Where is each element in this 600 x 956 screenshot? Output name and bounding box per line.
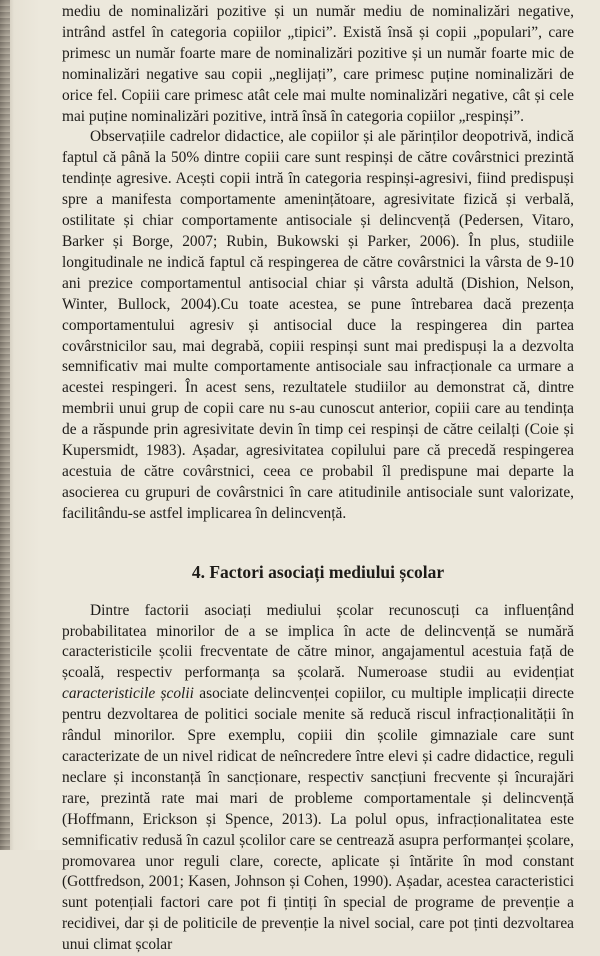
- text-block: [62, 2, 574, 956]
- paragraph-school-factors: [62, 601, 574, 956]
- paragraph-text-end: asociate delincvenței copiilor, cu multiple implicații directe pentru dezvoltarea de politici sociale menite să reducă riscul infracționalității în rândul minorilor. Spre exemplu, copiii din școlile gimnaziale care sunt caracterizate de un nivel ridicat de neîncredere între elevi și cadre didactice, reguli neclare și inconstanță în sancționare, respectiv sancțiuni frecvente și încurajări rare, prezintă rate mai mari de probleme comportamentale și delincvență (Hoffmann, Erickson și Spence, 2013). La polul opus, infracționalitatea este semnificativ redusă în cazul școlilor care se centrează asupra performanței școlare, promovarea unor reguli clare, corecte, aplicate și întărite în mod constant (Gottfredson, 2001; Kasen, Johnson și Cohen, 1990). Așadar, acestea caracteristici sunt potențiali factori care pot fi țintiți în special de programe de prevenție a recidivei, dar și de politicile de prevenție la nivel social, care pot ținti dezvoltarea unui climat școlar: [62, 685, 574, 954]
- paragraph-continued: mediu de nominalizări pozitive și un număr mediu de nominalizări negative, intrând astfel în categoria copiilor „tipici”. Există însă și copii „populari”, care primesc un număr foarte mare de nominalizări pozitive și un număr foarte mic de nominalizări negative sau copii „neglijați”, care primesc puține nominalizări de orice fel. Copiii care primesc atât cele mai multe nominalizări negative, cât și cele mai puține nominalizări pozitive, intră însă în categoria copiilor „respinși”.: [62, 3, 574, 125]
- emphasized-term: caracteristicile școlii: [62, 685, 194, 703]
- section-heading: 4. Factori asociați mediului școlar: [191, 561, 445, 582]
- paragraph-teacher-observations: Observațiile cadrelor didactice, ale copiilor și ale părinților deopotrivă, indică faptul că până la 50% dintre copiii care sunt respinși de către covârstnici prezintă tendințe agresive. Acești copii intră în categoria respinși-agresivi, fiind predispuși spre a manifesta comportamente amenințătoare, agresivitate fizică și verbală, ostilitate și chiar comportamente antisociale și delincvență (Pedersen, Vitaro, Barker și Borge, 2007; Rubin, Bukowski și Parker, 2006). În plus, studiile longitudinale ne indică faptul că respingerea de către covârstnici la vârsta de 9-10 ani prezice comportamentul antisocial chiar și vârsta adultă (Dishion, Nelson, Winter, Bullock, 2004).Cu toate acestea, se pune întrebarea dacă prezența comportamentului agresiv și antisocial duce la respingerea din partea covârstnicilor sau, mai degrabă, copiii respinși sunt mai predispuși la a dezvolta semnificativ mai multe comportamente antisociale sau infracționale ca urmare a acestei respingeri. În acest sens, rezultatele studiilor au demonstrat că, dintre membrii unui grup de copii care nu s-au cunoscut anterior, copiii care au tendința de a răspunde prin agresivitate devin în timp cei respinși de către ceilalți (Coie și Kupersmidt, 1983). Așadar, agresivitatea copilului pare că precedă respingerea acestuia de către covârstnici, ceea ce probabil îl predispune mai departe la asocierea cu grupuri de covârstnici în care atitudinile antisociale sunt valorizate, facilitându-se astfel implicarea în delincvență.: [62, 128, 574, 522]
- book-binding-edge: [0, 0, 10, 850]
- paragraph-text-start: Dintre factorii asociați mediului școlar recunoscuți ca influențând probabilitatea minorilor de a se implica în acte de delincvență se numără caracteristicile școlii frecventate de către minor, angajamentul acestuia față de școală, respectiv performanța sa școlară. Numeroase studii au evidențiat: [62, 601, 574, 682]
